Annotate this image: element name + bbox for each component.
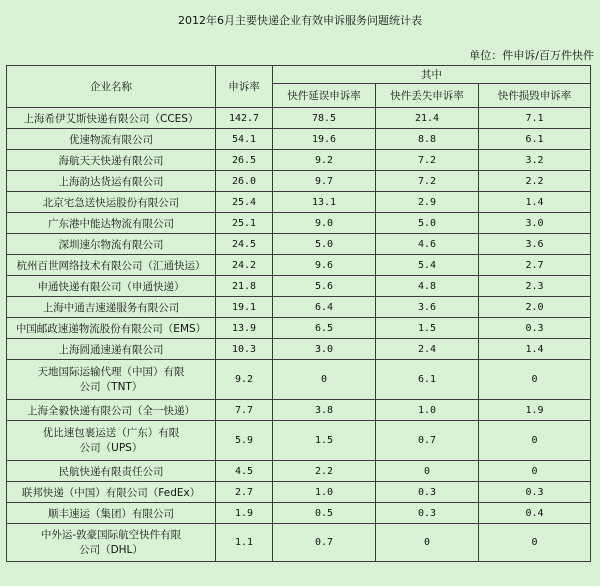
- delay-rate-cell: 6.5: [273, 318, 376, 339]
- table-row: [7, 213, 591, 234]
- lost-rate-cell: 2.9: [376, 192, 479, 213]
- delay-rate-cell: 0.7: [273, 524, 376, 562]
- delay-rate-cell: 6.4: [273, 297, 376, 318]
- delay-rate-cell: 9.2: [273, 150, 376, 171]
- damage-rate-cell: 0.3: [479, 482, 591, 503]
- rate-cell: 4.5: [216, 461, 273, 482]
- damage-rate-cell: 1.4: [479, 192, 591, 213]
- rate-cell: 26.5: [216, 150, 273, 171]
- delay-rate-cell: 1.0: [273, 482, 376, 503]
- lost-rate-cell: 0.3: [376, 482, 479, 503]
- company-name-cell: 中国邮政速递物流股份有限公司（EMS）: [7, 318, 216, 339]
- lost-rate-cell: 21.4: [376, 108, 479, 129]
- lost-rate-cell: 1.5: [376, 318, 479, 339]
- rate-cell: 1.1: [216, 524, 273, 562]
- table-row: [7, 524, 591, 562]
- damage-rate-cell: 3.6: [479, 234, 591, 255]
- damage-rate-cell: 2.0: [479, 297, 591, 318]
- table-row: [7, 192, 591, 213]
- table-row: [7, 421, 591, 461]
- company-name-cell: 优比速包裹运送（广东）有限 公司（UPS）: [7, 421, 216, 461]
- rate-cell: 24.2: [216, 255, 273, 276]
- table-row: [7, 255, 591, 276]
- header-company: 企业名称: [7, 66, 216, 108]
- delay-rate-cell: 9.6: [273, 255, 376, 276]
- table-row: [7, 318, 591, 339]
- damage-rate-cell: 0: [479, 421, 591, 461]
- table-row: [7, 297, 591, 318]
- header-damage: 快件损毁申诉率: [479, 84, 591, 108]
- company-name-cell: 上海全毅快递有限公司（全一快递）: [7, 400, 216, 421]
- table-row: [7, 503, 591, 524]
- delay-rate-cell: 3.0: [273, 339, 376, 360]
- rate-cell: 26.0: [216, 171, 273, 192]
- delay-rate-cell: 9.0: [273, 213, 376, 234]
- delay-rate-cell: 0.5: [273, 503, 376, 524]
- table-row: [7, 482, 591, 503]
- damage-rate-cell: 0.4: [479, 503, 591, 524]
- table-row: [7, 461, 591, 482]
- table-row: [7, 234, 591, 255]
- damage-rate-cell: 1.4: [479, 339, 591, 360]
- rate-cell: 7.7: [216, 400, 273, 421]
- delay-rate-cell: 5.0: [273, 234, 376, 255]
- lost-rate-cell: 0.3: [376, 503, 479, 524]
- company-name-cell: 优速物流有限公司: [7, 129, 216, 150]
- rate-cell: 19.1: [216, 297, 273, 318]
- damage-rate-cell: 0: [479, 360, 591, 400]
- rate-cell: 54.1: [216, 129, 273, 150]
- company-name-cell: 民航快递有限责任公司: [7, 461, 216, 482]
- table-row: [7, 276, 591, 297]
- lost-rate-cell: 5.4: [376, 255, 479, 276]
- rate-cell: 24.5: [216, 234, 273, 255]
- company-name-cell: 杭州百世网络技术有限公司（汇通快运）: [7, 255, 216, 276]
- lost-rate-cell: 7.2: [376, 171, 479, 192]
- rate-cell: 21.8: [216, 276, 273, 297]
- delay-rate-cell: 0: [273, 360, 376, 400]
- rate-cell: 142.7: [216, 108, 273, 129]
- header-among: 其中: [273, 66, 591, 84]
- damage-rate-cell: 1.9: [479, 400, 591, 421]
- delay-rate-cell: 2.2: [273, 461, 376, 482]
- lost-rate-cell: 0.7: [376, 421, 479, 461]
- table-row: [7, 171, 591, 192]
- company-name-cell: 上海希伊艾斯快递有限公司（CCES）: [7, 108, 216, 129]
- lost-rate-cell: 8.8: [376, 129, 479, 150]
- damage-rate-cell: 0: [479, 461, 591, 482]
- rate-cell: 10.3: [216, 339, 273, 360]
- table-row: [7, 129, 591, 150]
- lost-rate-cell: 4.6: [376, 234, 479, 255]
- company-name-cell: 顺丰速运（集团）有限公司: [7, 503, 216, 524]
- damage-rate-cell: 3.2: [479, 150, 591, 171]
- delay-rate-cell: 5.6: [273, 276, 376, 297]
- lost-rate-cell: 4.8: [376, 276, 479, 297]
- lost-rate-cell: 3.6: [376, 297, 479, 318]
- delay-rate-cell: 3.8: [273, 400, 376, 421]
- damage-rate-cell: 7.1: [479, 108, 591, 129]
- unit-label: 单位：件申诉/百万件快件: [469, 49, 594, 62]
- header-lost: 快件丢失申诉率: [376, 84, 479, 108]
- table-row: [7, 150, 591, 171]
- header-delay: 快件延误申诉率: [273, 84, 376, 108]
- company-name-cell: 广东港中能达物流有限公司: [7, 213, 216, 234]
- delay-rate-cell: 13.1: [273, 192, 376, 213]
- damage-rate-cell: 0.3: [479, 318, 591, 339]
- company-name-cell: 联邦快递（中国）有限公司（FedEx）: [7, 482, 216, 503]
- lost-rate-cell: 0: [376, 461, 479, 482]
- company-name-cell: 深圳速尔物流有限公司: [7, 234, 216, 255]
- lost-rate-cell: 6.1: [376, 360, 479, 400]
- lost-rate-cell: 1.0: [376, 400, 479, 421]
- company-name-cell: 上海韵达货运有限公司: [7, 171, 216, 192]
- lost-rate-cell: 7.2: [376, 150, 479, 171]
- company-name-cell: 上海中通吉速递服务有限公司: [7, 297, 216, 318]
- damage-rate-cell: 2.3: [479, 276, 591, 297]
- rate-cell: 1.9: [216, 503, 273, 524]
- company-name-cell: 上海圆通速递有限公司: [7, 339, 216, 360]
- table-row: [7, 108, 591, 129]
- lost-rate-cell: 2.4: [376, 339, 479, 360]
- rate-cell: 5.9: [216, 421, 273, 461]
- damage-rate-cell: 2.2: [479, 171, 591, 192]
- company-name-cell: 北京宅急送快运股份有限公司: [7, 192, 216, 213]
- table-title: 2012年6月主要快递企业有效申诉服务问题统计表: [178, 14, 422, 27]
- rate-cell: 25.4: [216, 192, 273, 213]
- company-name-cell: 天地国际运输代理（中国）有限 公司（TNT）: [7, 360, 216, 400]
- delay-rate-cell: 19.6: [273, 129, 376, 150]
- damage-rate-cell: 2.7: [479, 255, 591, 276]
- table-row: [7, 339, 591, 360]
- table-row: [7, 400, 591, 421]
- delay-rate-cell: 1.5: [273, 421, 376, 461]
- company-name-cell: 申通快递有限公司（申通快递）: [7, 276, 216, 297]
- company-name-cell: 中外运-敦豪国际航空快件有限 公司（DHL）: [7, 524, 216, 562]
- table-row: [7, 360, 591, 400]
- rate-cell: 9.2: [216, 360, 273, 400]
- rate-cell: 13.9: [216, 318, 273, 339]
- company-name-cell: 海航天天快递有限公司: [7, 150, 216, 171]
- lost-rate-cell: 5.0: [376, 213, 479, 234]
- lost-rate-cell: 0: [376, 524, 479, 562]
- complaint-stats-table: [6, 65, 591, 562]
- rate-cell: 2.7: [216, 482, 273, 503]
- delay-rate-cell: 78.5: [273, 108, 376, 129]
- damage-rate-cell: 3.0: [479, 213, 591, 234]
- damage-rate-cell: 0: [479, 524, 591, 562]
- damage-rate-cell: 6.1: [479, 129, 591, 150]
- rate-cell: 25.1: [216, 213, 273, 234]
- delay-rate-cell: 9.7: [273, 171, 376, 192]
- header-rate: 申诉率: [216, 66, 273, 108]
